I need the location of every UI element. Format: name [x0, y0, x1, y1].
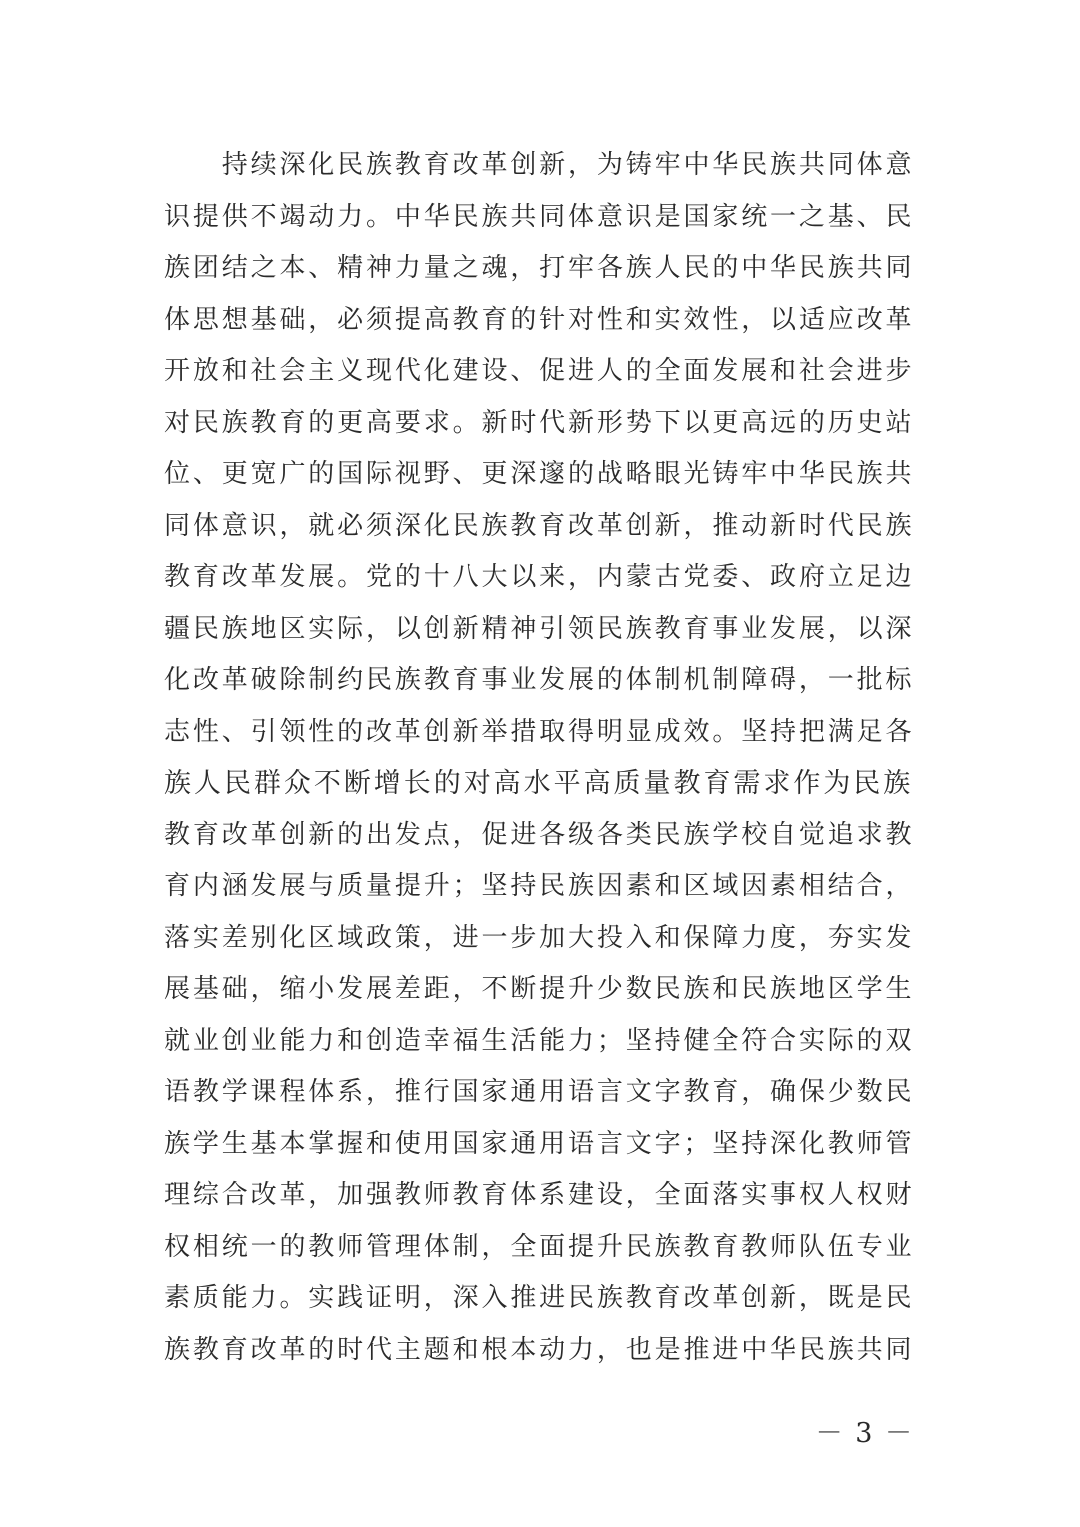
text-line: 疆民族地区实际，以创新精神引领民族教育事业发展，以深 [164, 613, 915, 644]
text-line: 素质能力。实践证明，深入推进民族教育改革创新，既是民 [164, 1283, 915, 1313]
text-line: 族团结之本、精神力量之魂，打牢各族人民的中华民族共同 [164, 253, 915, 283]
text-line: 教育改革发展。党的十八大以来，内蒙古党委、政府立足边 [164, 562, 915, 592]
text-line: 开放和社会主义现代化建设、促进人的全面发展和社会进步 [164, 356, 915, 386]
text-line: 族学生基本掌握和使用国家通用语言文字；坚持深化教师管 [164, 1128, 915, 1159]
text-line: 展基础，缩小发展差距，不断提升少数民族和民族地区学生 [164, 974, 915, 1004]
text-line: 志性、引领性的改革创新举措取得明显成效。坚持把满足各 [164, 716, 915, 747]
text-line: 育内涵发展与质量提升；坚持民族因素和区域因素相结合， [164, 871, 915, 901]
text-line: 化改革破除制约民族教育事业发展的体制机制障碍，一批标 [164, 665, 915, 695]
page-number: － 3 － [815, 1418, 914, 1449]
text-line: 族人民群众不断增长的对高水平高质量教育需求作为民族 [164, 768, 914, 799]
text-line: 权相统一的教师管理体制，全面提升民族教育教师队伍专业 [164, 1231, 915, 1262]
text-line: 体思想基础，必须提高教育的针对性和实效性，以适应改革 [164, 304, 915, 335]
text-line: 落实差别化区域政策，进一步加大投入和保障力度，夯实发 [164, 922, 915, 953]
text-line: 就业创业能力和创造幸福生活能力；坚持健全符合实际的双 [164, 1025, 915, 1056]
text-line: 族教育改革的时代主题和根本动力，也是推进中华民族共同 [164, 1334, 915, 1365]
text-line: 持续深化民族教育改革创新，为铸牢中华民族共同体意 [164, 150, 915, 180]
body-paragraph [164, 140, 924, 1376]
text-line: 教育改革创新的出发点，促进各级各类民族学校自觉追求教 [164, 819, 915, 850]
text-line: 理综合改革，加强教师教育体系建设，全面落实事权人权财 [164, 1180, 915, 1210]
text-line: 对民族教育的更高要求。新时代新形势下以更高远的历史站 [164, 407, 915, 438]
text-line: 同体意识，就必须深化民族教育改革创新，推动新时代民族 [164, 510, 915, 541]
text-line: 语教学课程体系，推行国家通用语言文字教育，确保少数民 [164, 1077, 915, 1107]
text-line: 位、更宽广的国际视野、更深邃的战略眼光铸牢中华民族共 [164, 459, 915, 489]
text-line: 识提供不竭动力。中华民族共同体意识是国家统一之基、民 [164, 201, 915, 232]
